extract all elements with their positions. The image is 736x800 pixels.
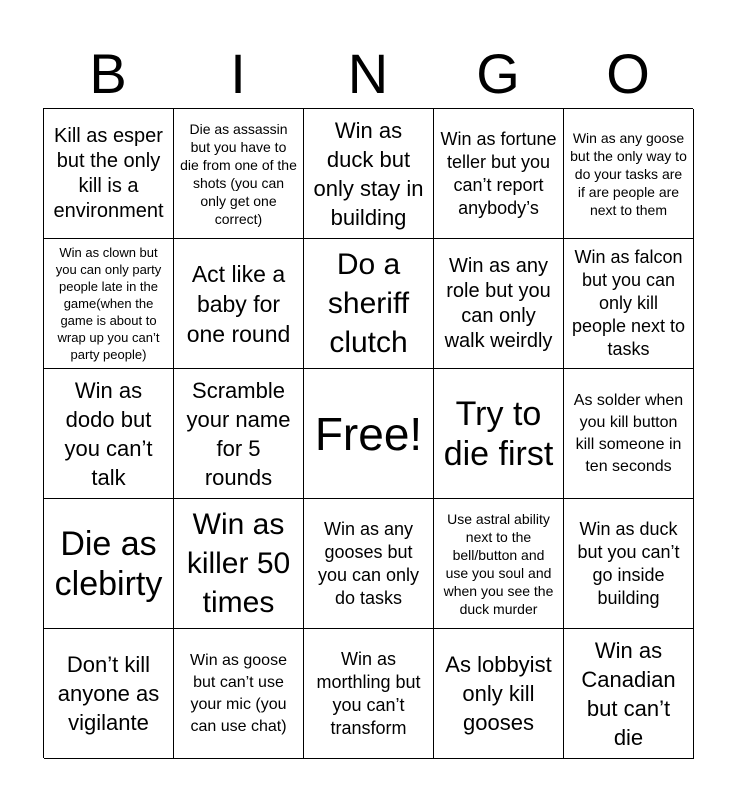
bingo-cell-text: Win as duck but only stay in building bbox=[313, 117, 424, 230]
bingo-cell-text: Do a sheriff clutch bbox=[327, 248, 410, 359]
bingo-cell-text: As solder when you kill button kill someone in ten seconds bbox=[573, 391, 684, 475]
bingo-cell-r2c5[interactable] bbox=[564, 239, 694, 369]
header-letter-n: N bbox=[347, 42, 389, 105]
bingo-cell-text: Kill as esper but the only kill is a environment bbox=[53, 124, 164, 222]
bingo-cell-r2c3[interactable] bbox=[304, 239, 434, 369]
bingo-cell-r5c2[interactable] bbox=[174, 629, 304, 759]
bingo-cell-text: Win as any role but you can only walk weirdly bbox=[444, 254, 553, 352]
bingo-cell-r4c1[interactable] bbox=[44, 499, 174, 629]
header-letter-i: I bbox=[230, 42, 246, 105]
bingo-cell-r5c4[interactable] bbox=[434, 629, 564, 759]
bingo-cell-r1c4[interactable] bbox=[434, 109, 564, 239]
bingo-cell-r2c2[interactable] bbox=[174, 239, 304, 369]
bingo-cell-text: Win as clown but you can only party people late in the game(when the game is about to wrap up you can’t party people) bbox=[55, 245, 162, 362]
bingo-cell-r3c5[interactable] bbox=[564, 369, 694, 499]
bingo-cell-r1c3[interactable] bbox=[304, 109, 434, 239]
bingo-cell-r5c5[interactable] bbox=[564, 629, 694, 759]
bingo-cell-text: As lobbyist only kill gooses bbox=[445, 652, 552, 735]
bingo-cell-text: Win as any goose but the only way to do your tasks are if are people are next to them bbox=[570, 129, 687, 218]
bingo-cell-r4c5[interactable] bbox=[564, 499, 694, 629]
bingo-cell-text: Win as fortune teller but you can’t report anybody’s bbox=[440, 128, 557, 218]
bingo-cell-text: Scramble your name for 5 rounds bbox=[186, 377, 291, 490]
bingo-header bbox=[43, 40, 693, 108]
bingo-cell-text: Try to die first bbox=[443, 394, 554, 473]
bingo-cell-text: Win as Canadian but can’t die bbox=[581, 637, 676, 750]
bingo-cell-r4c2[interactable] bbox=[174, 499, 304, 629]
bingo-cell-text: Don’t kill anyone as vigilante bbox=[57, 652, 160, 735]
bingo-cell-r1c5[interactable] bbox=[564, 109, 694, 239]
header-letter-b: B bbox=[89, 42, 127, 105]
bingo-cell-r2c4[interactable] bbox=[434, 239, 564, 369]
bingo-cell-text: Win as falcon but you can only kill people next to tasks bbox=[571, 247, 686, 359]
bingo-cell-text: Act like a baby for one round bbox=[186, 260, 291, 347]
bingo-cell-r5c3[interactable] bbox=[304, 629, 434, 759]
bingo-cell-text: Win as killer 50 times bbox=[186, 508, 291, 619]
header-letter-g: G bbox=[476, 42, 520, 105]
bingo-cell-text: Use astral ability next to the bell/button and use you soul and when you see the duck murder bbox=[443, 510, 554, 617]
bingo-cell-text: Win as duck but you can’t go inside building bbox=[577, 518, 680, 608]
bingo-cell-text: Win as dodo but you can’t talk bbox=[64, 377, 153, 490]
bingo-cell-r4c3[interactable] bbox=[304, 499, 434, 629]
bingo-cell-r1c2[interactable] bbox=[174, 109, 304, 239]
bingo-cell-r3c1[interactable] bbox=[44, 369, 174, 499]
bingo-cell-r3c4[interactable] bbox=[434, 369, 564, 499]
bingo-cell-r4c4[interactable] bbox=[434, 499, 564, 629]
bingo-cell-r5c1[interactable] bbox=[44, 629, 174, 759]
bingo-cell-r1c1[interactable] bbox=[44, 109, 174, 239]
header-letter-o: O bbox=[606, 42, 650, 105]
bingo-cell-text: Win as goose but can’t use your mic (you can use chat) bbox=[190, 651, 287, 735]
bingo-cell-text: Die as clebirty bbox=[54, 524, 163, 603]
bingo-cell-r2c1[interactable] bbox=[44, 239, 174, 369]
bingo-cell-free[interactable] bbox=[304, 369, 434, 499]
bingo-card-grid bbox=[43, 108, 693, 758]
bingo-cell-text: Win as morthling but you can’t transform bbox=[316, 648, 421, 738]
bingo-cell-r3c2[interactable] bbox=[174, 369, 304, 499]
bingo-cell-text: Die as assassin but you have to die from one of the shots (you can only get one correct) bbox=[180, 120, 297, 227]
bingo-cell-text: Free! bbox=[314, 407, 423, 460]
bingo-cell-text: Win as any gooses but you can only do tasks bbox=[317, 518, 420, 608]
